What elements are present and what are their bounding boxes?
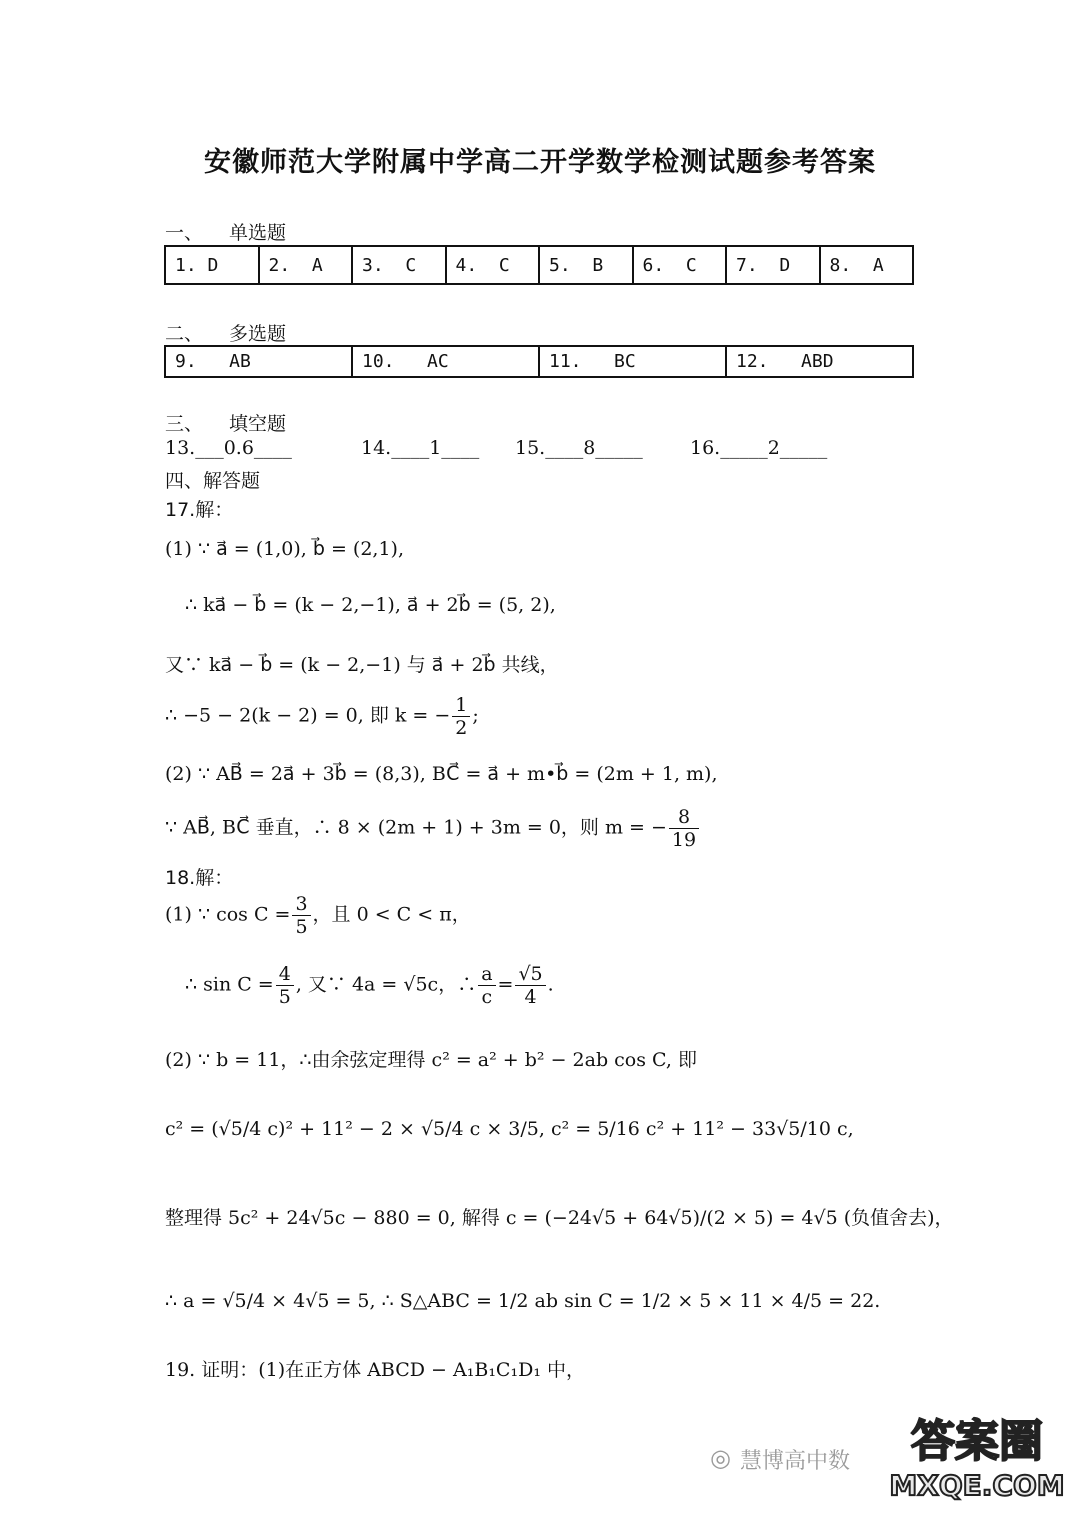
answer-cell: 12. ABD bbox=[736, 351, 834, 372]
section-label: 多选题 bbox=[229, 323, 287, 345]
page-title: 安徽师范大学附属中学高二开学数学检测试题参考答案 bbox=[204, 147, 876, 178]
fill-answer-14: 14.____1____ bbox=[361, 437, 480, 459]
section-number: 二、 bbox=[165, 323, 204, 345]
section-number: 三、 bbox=[165, 413, 204, 435]
q17-step-4: ∴ −5 − 2(k − 2) = 0, 即 k = − $\frac{1}{2}$ ; bbox=[165, 694, 479, 739]
answer-cell: 3. C bbox=[353, 247, 447, 283]
q18-step-5: 整理得 5c² + 24√5c − 880 = 0, 解得 c = (−24√5 + 64√5)/(2 × 5) = 4√5 (负值舍去)， bbox=[165, 1207, 954, 1229]
section-label: 单选题 bbox=[229, 222, 287, 244]
question-18-heading: 18.解： bbox=[165, 867, 234, 889]
fraction: $\frac{8}{19}$ bbox=[669, 806, 699, 851]
single-choice-answer-table bbox=[164, 245, 914, 285]
answer-cell: 11. BC bbox=[540, 347, 727, 376]
question-17-heading: 17.解： bbox=[165, 499, 234, 521]
watermark bbox=[700, 1410, 1080, 1527]
fill-answer-16: 16._____2_____ bbox=[690, 437, 828, 459]
section-label: 填空题 bbox=[229, 413, 287, 435]
answer-cell: 2. A bbox=[260, 247, 354, 283]
watermark-account-text: 慧博高中数 bbox=[740, 1449, 851, 1474]
q18-step-1: (1) ∵ cos C = $\frac{3}{5}$ ，且 0 < C < π， bbox=[165, 893, 471, 938]
fraction: $\frac{a}{c}$ bbox=[478, 963, 495, 1008]
fill-answer-13: 13.___0.6____ bbox=[165, 437, 292, 459]
answer-cell: 7. D bbox=[727, 247, 821, 283]
section-multi-choice-heading bbox=[165, 319, 286, 346]
fraction: $\frac{1}{2}$ bbox=[452, 694, 470, 739]
answer-cell: 9. AB bbox=[166, 347, 353, 376]
answer-cell: 6. C bbox=[634, 247, 728, 283]
q18-step-2: ∴ sin C = $\frac{4}{5}$ , 又∵ 4a = √5c，∴ $\frac{a}{c}$ = $\frac{√5}{4}$ . bbox=[185, 963, 554, 1008]
q17-step-2: ∴ ka⃗ − b⃗ = (k − 2,−1), a⃗ + 2b⃗ = (5, 2), bbox=[185, 594, 556, 616]
answer-cell: 5. B bbox=[540, 247, 634, 283]
section-solutions-heading: 四、解答题 bbox=[165, 470, 261, 492]
fraction: $\frac{√5}{4}$ bbox=[515, 963, 545, 1008]
q18-step-3: (2) ∵ b = 11，∴由余弦定理得 c² = a² + b² − 2ab cos C, 即 bbox=[165, 1049, 697, 1071]
q18-step-6: ∴ a = √5/4 × 4√5 = 5, ∴ S△ABC = 1/2 ab sin C = 1/2 × 5 × 11 × 4/5 = 22. bbox=[165, 1290, 881, 1312]
q18-step-4: c² = (√5/4 c)² + 11² − 2 × √5/4 c × 3/5, c² = 5/16 c² + 11² − 33√5/10 c, bbox=[165, 1118, 854, 1140]
question-19-heading: 19. 证明：(1)在正方体 ABCD − A₁B₁C₁D₁ 中， bbox=[165, 1359, 585, 1381]
section-fill-blank-heading bbox=[165, 409, 286, 436]
section-number: 一、 bbox=[165, 222, 204, 244]
answer-cell: 4. C bbox=[447, 247, 541, 283]
fill-answer-15: 15.____8_____ bbox=[515, 437, 643, 459]
q17-step-6: ∵ AB⃗, BC⃗ 垂直，∴ 8 × (2m + 1) + 3m = 0，则 m = − $\frac{8}{19}$ bbox=[165, 806, 701, 851]
multi-choice-answer-table bbox=[164, 345, 914, 378]
wechat-icon: ◎ bbox=[710, 1444, 731, 1472]
answer-cell: 1. D bbox=[166, 247, 260, 283]
q17-step-5: (2) ∵ AB⃗ = 2a⃗ + 3b⃗ = (8,3), BC⃗ = a⃗ + m•b⃗ = (2m + 1, m), bbox=[165, 763, 718, 785]
section-single-choice-heading bbox=[165, 218, 286, 245]
q17-step-3: 又∵ ka⃗ − b⃗ = (k − 2,−1) 与 a⃗ + 2b⃗ 共线， bbox=[165, 654, 559, 676]
answer-cell: 8. A bbox=[829, 255, 884, 276]
watermark-logo: 答案圈 MXQE.COM bbox=[889, 1416, 1065, 1502]
answer-cell: 10. AC bbox=[353, 347, 540, 376]
q17-step-1: (1) ∵ a⃗ = (1,0), b⃗ = (2,1), bbox=[165, 538, 404, 560]
fraction: $\frac{4}{5}$ bbox=[276, 963, 294, 1008]
fraction: $\frac{3}{5}$ bbox=[292, 893, 310, 938]
